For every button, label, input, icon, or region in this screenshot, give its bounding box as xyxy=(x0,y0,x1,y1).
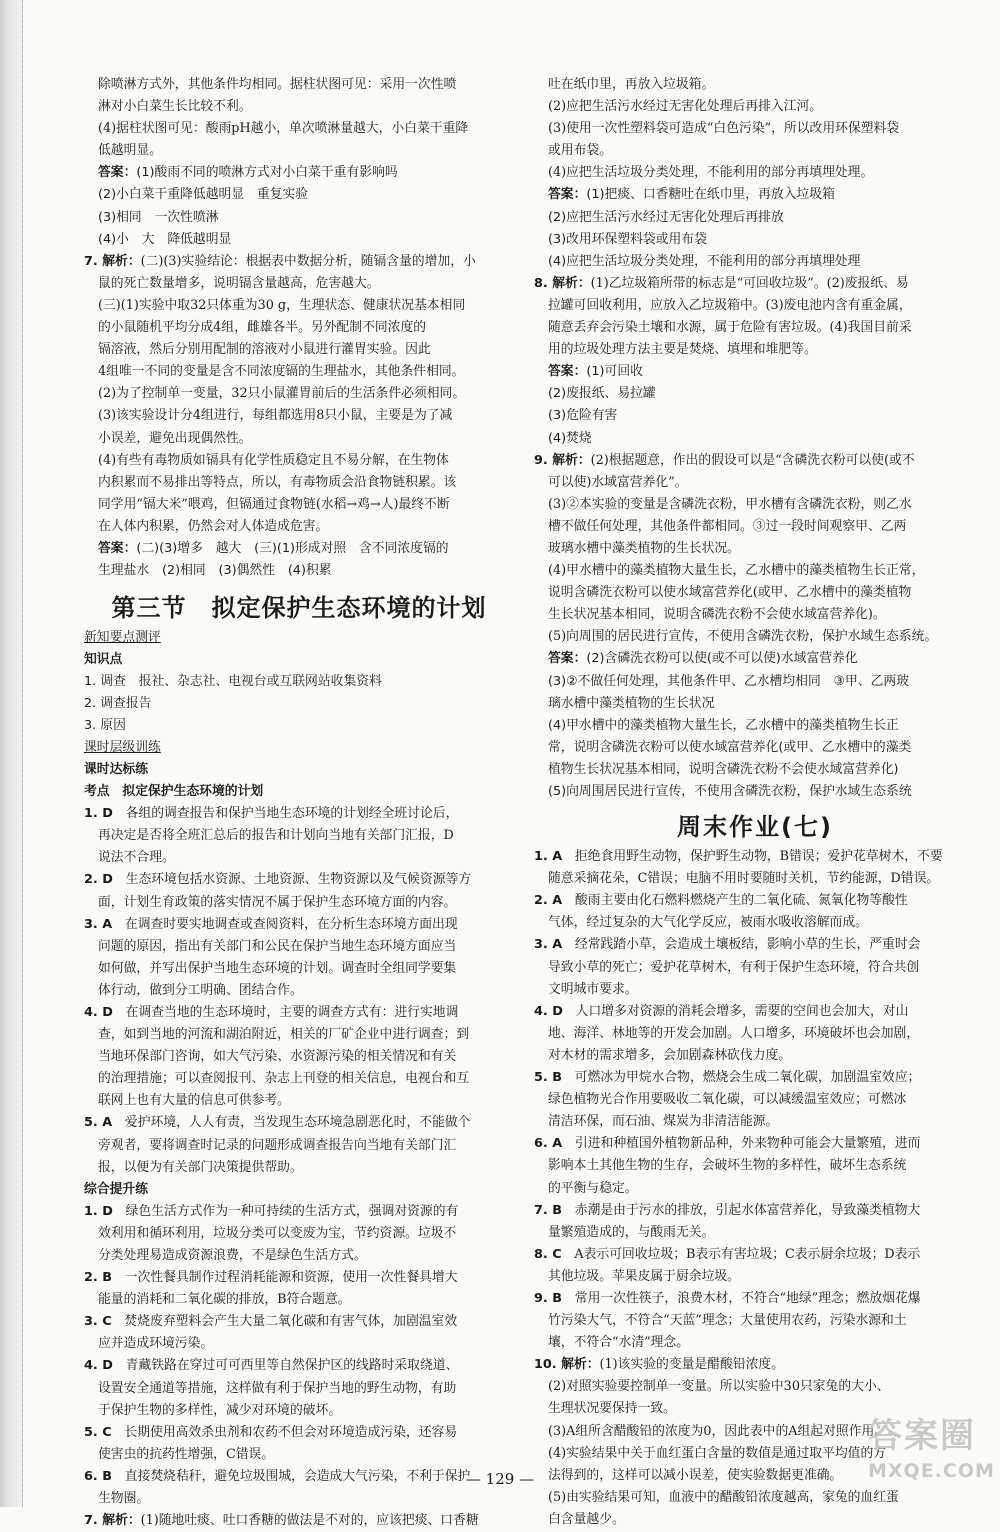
text-line xyxy=(84,803,514,825)
line-label: 4. D xyxy=(534,1003,563,1019)
text-line xyxy=(84,825,514,847)
text-line xyxy=(84,516,514,538)
line-text: (1)随地吐痰、吐口香糖的做法是不对的，应该把痰、口香糖 xyxy=(140,1513,479,1529)
line-text: 设置安全通道等措施，这样做有利于保护当地的野生动物，有助 xyxy=(98,1380,457,1396)
line-text: (二)(3)实验结论：根据表中数据分析，随镉含量的增加，小 xyxy=(140,253,476,269)
line-label: 答案： xyxy=(548,187,587,203)
line-text: 应并造成环境污染。 xyxy=(98,1336,214,1352)
line-label: 5. C xyxy=(84,1424,112,1440)
text-line xyxy=(84,472,514,494)
line-text: 拉罐可回收利用，应放入乙垃圾箱中。(3)废电池内含有重金属， xyxy=(548,297,912,313)
line-text: (1)酸雨不同的喷淋方式对小白菜干重有影响吗 xyxy=(136,165,398,181)
text-line xyxy=(534,494,976,516)
text-line xyxy=(84,405,514,427)
line-text: (3)相同 一次性喷淋 xyxy=(98,209,219,225)
line-text: 除喷淋方式外，其他条件均相同。据柱状图可见：采用一次性喷 xyxy=(98,77,457,92)
text-line xyxy=(534,560,976,582)
line-text: 能量的消耗和二氧化碳的排放，B符合题意。 xyxy=(98,1292,351,1308)
line-text: (3)危险有害 xyxy=(548,408,618,424)
text-line xyxy=(534,1376,976,1398)
text-line xyxy=(534,1155,976,1177)
line-label: 3. C xyxy=(84,1314,112,1330)
line-text: (3)②本实验的变量是含磷洗衣粉，甲水槽有含磷洗衣粉，则乙水 xyxy=(548,496,912,512)
text-line xyxy=(84,1422,514,1444)
text-line xyxy=(84,1002,514,1024)
text-line xyxy=(84,892,514,914)
line-text: 焚烧废弃塑料会产生大量二氧化碳和有害气体，加剧温室效 xyxy=(111,1314,458,1330)
answer-line xyxy=(84,207,514,229)
line-label: 4. D xyxy=(84,1005,113,1020)
text-line xyxy=(534,957,976,979)
line-text: 槽不做任何处理，其他条件都相同。③过一段时间观察甲、乙两 xyxy=(548,518,907,534)
answer-line xyxy=(534,383,976,405)
line-text: 生长状况基本相同，说明含磷洗衣粉不会使水域富营养化)。 xyxy=(548,607,886,623)
line-text: 各组的调查报告和保护当地生态环境的计划经全班讨论后， xyxy=(112,806,459,822)
line-label: 3. A xyxy=(84,916,113,932)
text-line xyxy=(534,912,976,934)
line-text: 生态环境包括水资源、土地资源、生物资源以及气候资源等方 xyxy=(112,872,472,888)
answer-line xyxy=(534,693,976,715)
answer-line xyxy=(534,361,976,383)
text-line xyxy=(84,361,514,383)
line-label: 答案： xyxy=(548,651,587,667)
text-line xyxy=(534,538,976,560)
text-line xyxy=(84,1024,514,1046)
line-text: (三)(1)实验中取32只体重为30 g，生理状态、健康状况基本相同 xyxy=(98,297,466,313)
text-line xyxy=(84,1311,514,1333)
line-label: 10. 解析： xyxy=(534,1357,600,1373)
text-line xyxy=(84,980,514,1002)
line-label: 5. B xyxy=(534,1070,562,1086)
line-text: 旁观者，要将调查时记录的问题形成调查报告向当地有关部门汇 xyxy=(98,1137,457,1153)
line-text: 竹污染大气，不符合“天蓝”理念；大量使用农药，污染水源和土 xyxy=(548,1313,907,1329)
text-line xyxy=(534,273,976,295)
line-text: 4组唯一不同的变量是含不同浓度镉的生理盐水，其他条件相同。 xyxy=(98,364,465,380)
line-text: 量繁殖造成的，与酸雨无关。 xyxy=(548,1224,715,1240)
line-label: 1. D xyxy=(84,1203,113,1219)
answer-line xyxy=(534,251,976,273)
text-line xyxy=(534,295,976,317)
text-line xyxy=(84,1245,514,1267)
line-text: 拒绝食用野生动物，保护野生动物，B错误；爱护花草树木，不要 xyxy=(562,849,943,865)
watermark-logo xyxy=(868,1414,995,1498)
knowledge-item: 3. 原因 xyxy=(84,718,126,734)
line-text: 导致小草的死亡；爱护花草树木，有利于保护生态环境，符合共创 xyxy=(548,959,920,975)
text-line xyxy=(534,317,976,339)
line-text: 随意丢弃会污染土壤和水源，属于危险有害垃圾。(4)我国目前采 xyxy=(548,320,912,336)
line-text: 赤潮是由于污水的排放，引起水体富营养化，导致藻类植物大 xyxy=(561,1202,921,1218)
line-text: (2)小白菜干重降低越明显 重复实验 xyxy=(98,187,309,203)
text-line xyxy=(84,1112,514,1134)
line-text: (2)为了控制单一变量，32只小鼠灌胃前后的生活条件必须相同。 xyxy=(98,386,466,402)
text-line xyxy=(534,516,976,538)
text-line xyxy=(534,162,976,184)
text-line xyxy=(534,1045,976,1067)
section-label: 课时层级训练 xyxy=(84,740,161,756)
line-text: 常用一次性筷子，浪费木材，不符合“地绿”理念；燃放烟花爆 xyxy=(561,1290,921,1306)
text-line xyxy=(534,979,976,1001)
answer-line xyxy=(534,737,976,759)
text-line xyxy=(84,118,514,140)
answer-line xyxy=(534,229,976,251)
text-line xyxy=(84,958,514,980)
line-text: 说法不合理。 xyxy=(98,850,175,866)
text-line xyxy=(534,339,976,361)
line-text: (2)对照实验要控制单一变量。所以实验中30只家兔的大小、 xyxy=(548,1379,890,1395)
text-line xyxy=(534,74,976,96)
text-line xyxy=(534,118,976,140)
text-line xyxy=(84,1068,514,1090)
line-text: 分类处理易造成资源浪费，不是绿色生活方式。 xyxy=(98,1247,367,1263)
line-label: 6. B xyxy=(84,1468,112,1484)
line-text: (5)向周围的居民进行宣传，不使用含磷洗衣粉，保护水域生态系统。 xyxy=(548,629,938,645)
line-text: 生理盐水 (2)相同 (3)偶然性 (4)积累 xyxy=(98,563,332,579)
line-text: (1)乙垃圾箱所带的标志是“可回收垃圾”。(2)废报纸、易 xyxy=(590,275,909,291)
line-text: 经常践踏小草，会造成土壤板结，影响小草的生长，严重时会 xyxy=(562,937,921,953)
line-text: 法得到的，这样可以减小误差，使实验数据更准确。 xyxy=(548,1467,843,1483)
weekend-homework-title: 周末作业(七) xyxy=(677,813,833,842)
line-text: 绿色植物光合作用要吸收二氧化碳，可以减缓温室效应；可燃冰 xyxy=(548,1092,907,1108)
line-text: 地、海洋、林地等的开发会加剧。人口增多，环境破坏也会加剧， xyxy=(548,1025,920,1041)
line-text: 内积累而不易排出等特点，所以，有毒物质会沿食物链积累。该 xyxy=(98,474,457,490)
text-line xyxy=(534,1133,976,1155)
text-line xyxy=(84,1444,514,1466)
line-text: (4)甲水槽中的藻类植物大量生长，乙水槽中的藻类植物生长正常， xyxy=(548,563,925,579)
line-text: 小误差，避免出现偶然性。 xyxy=(98,430,252,446)
text-line xyxy=(534,140,976,162)
line-text: 联网上也有大量的信息可供参考。 xyxy=(98,1093,290,1109)
text-line xyxy=(534,1354,976,1376)
text-line xyxy=(84,96,514,118)
page-number: — 129 — xyxy=(465,1470,535,1488)
answer-line xyxy=(84,538,514,560)
text-line xyxy=(84,74,514,96)
line-label: 1. A xyxy=(534,849,563,865)
line-text: (2)根据题意，作出的假设可以是“含磷洗衣粉可以使(或不 xyxy=(590,452,915,468)
answer-line xyxy=(534,207,976,229)
line-text: 长期使用高效杀虫剂和农药不但会对环境造成污染，还容易 xyxy=(111,1424,458,1440)
text-line xyxy=(534,1067,976,1089)
line-text: (3)改用环保塑料袋或用布袋 xyxy=(548,231,707,247)
binding-edge xyxy=(0,0,23,1507)
line-text: 再决定是否将全班汇总后的报告和计划向当地有关部门汇报，D xyxy=(98,828,454,844)
text-line xyxy=(534,96,976,118)
line-text: 生物圈。 xyxy=(98,1490,150,1506)
line-text: 的治理措施；可以查阅报刊、杂志上刊登的相关信息，电视台和互 xyxy=(98,1071,470,1087)
text-line xyxy=(84,273,514,295)
line-text: 随意采摘花朵，C错误；电脑不用时要随时关机，节约能源，D错误。 xyxy=(548,871,940,887)
text-line xyxy=(84,1333,514,1355)
line-text: 的小鼠随机平均分成4组，雌雄各半。另外配制不同浓度的 xyxy=(98,320,427,336)
line-text: (2)应把生活污水经过无害化处理后再排入江河。 xyxy=(548,99,823,115)
line-text: 人口增多对资源的消耗会增多，需要的空间也会加大，对山 xyxy=(562,1003,909,1019)
answer-line xyxy=(534,671,976,693)
line-text: 在人体内积累，仍然会对人体造成危害。 xyxy=(98,518,329,534)
text-line xyxy=(534,1332,976,1354)
line-text: 影响本土其他生物的生存，会破坏生物的多样性，破坏生态系统 xyxy=(548,1158,907,1174)
line-text: 玻璃水槽中藻类植物的生长状况。 xyxy=(548,540,740,556)
text-line xyxy=(534,1288,976,1310)
text-line xyxy=(534,582,976,604)
text-line xyxy=(84,317,514,339)
text-line xyxy=(534,1266,976,1288)
answer-line xyxy=(84,560,514,582)
line-text: 吐在纸巾里，再放入垃圾箱。 xyxy=(548,77,715,92)
line-text: (1)把痰、口香糖吐在纸巾里，再放入垃圾箱 xyxy=(586,187,835,203)
subheading: 考点 拟定保护生态环境的计划 xyxy=(84,784,264,800)
line-text: 当地环保部门咨询，如大气污染、水资源污染的相关情况和有关 xyxy=(98,1049,457,1065)
left-column xyxy=(84,74,514,1532)
section-title: 第三节 拟定保护生态环境的计划 xyxy=(111,594,487,623)
line-text: 于保护生物的多样性，减少对环境的破坏。 xyxy=(98,1402,342,1418)
line-label: 答案： xyxy=(98,165,137,181)
line-label: 2. B xyxy=(84,1270,112,1286)
line-text: (3)A组所含醋酸铅的浓度为0，因此表中的A组起对照作用。 xyxy=(548,1423,888,1439)
line-text: (5)由实验结果可知，血液中的醋酸铅浓度越高，家兔的血红蛋 xyxy=(548,1489,899,1505)
text-line xyxy=(84,450,514,472)
answer-line xyxy=(534,184,976,206)
text-line xyxy=(84,1201,514,1223)
text-line xyxy=(84,847,514,869)
text-line xyxy=(534,626,976,648)
line-label: 2. D xyxy=(84,872,113,888)
line-label: 7. 解析： xyxy=(84,1513,141,1529)
answer-line xyxy=(534,715,976,737)
knowledge-item: 2. 调查报告 xyxy=(84,696,152,712)
watermark-text: 答案圈 xyxy=(868,1416,976,1456)
line-text: 一次性餐具制作过程消耗能源和资源，使用一次性餐具增大 xyxy=(111,1270,458,1286)
text-line xyxy=(84,251,514,273)
section-label: 新知要点测评 xyxy=(84,630,161,646)
text-line xyxy=(534,1178,976,1200)
text-line xyxy=(84,869,514,891)
line-text: (1)该实验的变量是醋酸铅浓度。 xyxy=(599,1357,785,1373)
line-label: 答案： xyxy=(548,364,587,380)
text-line xyxy=(534,1001,976,1023)
text-line xyxy=(534,1111,976,1133)
line-text: 使害虫的抗药性增强，C错误。 xyxy=(98,1446,275,1462)
line-text: A表示可回收垃圾；B表示有害垃圾；C表示厨余垃圾；D表示 xyxy=(561,1246,921,1262)
line-label: 1. D xyxy=(84,806,113,822)
line-text: 爱护环境，人人有责，当发现生态环境急剧恶化时，不能做个 xyxy=(112,1115,471,1131)
answer-line xyxy=(534,405,976,427)
line-text: 植物生长状况基本相同，说明含磷洗衣粉不会使水域富营养化) xyxy=(548,761,899,777)
line-text: (2)应把生活污水经过无害化处理后再排放 xyxy=(548,209,784,225)
text-line xyxy=(534,1200,976,1222)
line-text: 对木材的需求增多，会加剧森林砍伐力度。 xyxy=(548,1047,792,1063)
line-text: (二)(3)增多 越大 (三)(1)形成对照 含不同浓度镉的 xyxy=(136,540,449,556)
answer-line xyxy=(84,184,514,206)
line-text: 白含量越少。 xyxy=(548,1511,625,1527)
line-text: 说明含磷洗衣粉可以使水域富营养化(或甲、乙水槽中的藻类植物 xyxy=(548,585,912,601)
text-line xyxy=(84,1355,514,1377)
right-column xyxy=(534,74,976,1531)
text-line xyxy=(84,936,514,958)
line-text: (1)可回收 xyxy=(586,364,643,380)
line-text: 其他垃圾。苹果皮属于厨余垃圾。 xyxy=(548,1268,740,1284)
subheading: 课时达标练 xyxy=(84,762,148,778)
line-text: 常，说明含磷洗衣粉可以使水域富营养化(或甲、乙水槽中的藻类 xyxy=(548,739,912,755)
answer-line xyxy=(84,229,514,251)
text-line xyxy=(84,914,514,936)
answer-line xyxy=(534,759,976,781)
line-text: (4)甲水槽中的藻类植物大量生长，乙水槽中的藻类植物生长正 xyxy=(548,717,899,733)
watermark-url: MXQE.COM xyxy=(868,1460,995,1482)
line-text: (3)②不做任何处理，其他条件甲、乙水槽均相同 ③甲、乙两玻 xyxy=(548,673,909,689)
line-text: 淋对小白菜生长比较不利。 xyxy=(98,99,252,115)
text-line xyxy=(534,1310,976,1332)
text-line xyxy=(84,339,514,361)
line-label: 5. A xyxy=(84,1115,113,1131)
line-text: 绿色生活方式作为一种可持续的生活方式，强调对资源的有 xyxy=(112,1203,459,1219)
line-text: 直接焚烧秸秆，避免垃圾围城，会造成大气污染，不利于保护 xyxy=(111,1468,471,1484)
line-label: 答案： xyxy=(98,540,137,556)
line-text: 或用布袋。 xyxy=(548,143,612,159)
line-text: 效利用和循环利用，垃圾分类可以变废为宝，节约资源。垃圾不 xyxy=(98,1225,457,1241)
line-text: (4)应把生活垃圾分类处理，不能利用的部分再填埋处理。 xyxy=(548,165,874,181)
line-text: 气体，经过复杂的大气化学反应，被雨水吸收溶解而成。 xyxy=(548,915,868,931)
text-line xyxy=(84,1378,514,1400)
line-text: (3)使用一次性塑料袋可造成“白色污染”，所以改用环保塑料袋 xyxy=(548,121,900,137)
text-line xyxy=(84,1289,514,1311)
line-text: 面，计划生育政策的落实情况不属于保护生态环境方面的内容。 xyxy=(98,894,457,910)
line-label: 7. B xyxy=(534,1202,562,1218)
line-label: 8. C xyxy=(534,1246,562,1262)
line-text: 青藏铁路在穿过可可西里等自然保护区的线路时采取绕道、 xyxy=(112,1358,459,1374)
text-line xyxy=(534,1222,976,1244)
line-text: 查，如到当地的河流和湖泊附近，相关的厂矿企业中进行调查；到 xyxy=(98,1027,470,1043)
line-text: 文明城市要求。 xyxy=(548,981,638,997)
line-text: (2)废报纸、易拉罐 xyxy=(548,386,656,402)
line-label: 3. A xyxy=(534,937,563,953)
text-line xyxy=(534,1509,976,1531)
text-line xyxy=(534,450,976,472)
text-line xyxy=(534,1244,976,1266)
line-text: 体行动，做到分工明确、团结合作。 xyxy=(98,982,303,998)
line-text: 可以使)水域富营养化”。 xyxy=(548,474,688,490)
text-line xyxy=(84,1135,514,1157)
line-text: 酸雨主要由化石燃料燃烧产生的二氧化硫、氮氧化物等酸性 xyxy=(562,893,908,909)
text-line xyxy=(534,868,976,890)
line-text: 在调查当地的生态环境时，主要的调查方式有：进行实地调 xyxy=(112,1005,459,1020)
line-text: 鼠的死亡数量增多，说明镉含量越高，危害越大。 xyxy=(98,275,380,291)
line-text: (4)实验结果中关于血红蛋白含量的数值是通过取平均值的方 xyxy=(548,1445,887,1461)
line-label: 4. D xyxy=(84,1358,113,1374)
text-line xyxy=(84,1046,514,1068)
text-line xyxy=(534,1023,976,1045)
line-label: 8. 解析： xyxy=(534,275,591,291)
line-text: (2)含磷洗衣粉可以使(或不可以使)水域富营养化 xyxy=(586,651,858,667)
line-text: 壤，不符合“水清”理念。 xyxy=(548,1335,690,1351)
text-line xyxy=(84,494,514,516)
text-line xyxy=(84,1510,514,1532)
text-line xyxy=(534,846,976,868)
line-text: 生理状况要保持一致。 xyxy=(548,1401,676,1417)
text-line xyxy=(534,604,976,626)
answer-line xyxy=(84,162,514,184)
answer-line xyxy=(534,648,976,670)
text-line xyxy=(534,472,976,494)
line-label: 2. A xyxy=(534,893,563,909)
line-label: 7. 解析： xyxy=(84,253,141,269)
line-text: (5)向周围居民进行宣传，不使用含磷洗衣粉，保护水域生态系统 xyxy=(548,784,912,799)
line-text: 在调查时要实地调查或查阅资料，在分析生态环境方面出现 xyxy=(112,916,458,932)
line-text: 同学用“镉大米”喂鸡，但镉通过食物链(水稻→鸡→人)最终不断 xyxy=(98,496,450,512)
line-text: 可燃冰为甲烷水合物，燃烧会生成二氧化碳，加剧温室效应； xyxy=(561,1070,921,1086)
line-text: 报，以便为有关部门决策提供帮助。 xyxy=(98,1159,303,1175)
text-line xyxy=(84,1090,514,1112)
line-text: 璃水槽中藻类植物的生长状况 xyxy=(548,695,715,711)
answer-line xyxy=(534,781,976,803)
line-text: 清洁环保，而石油、煤炭为非清洁能源。 xyxy=(548,1114,779,1130)
line-text: 问题的原因，指出有关部门和公民在保护当地生态环境方面应当 xyxy=(98,938,457,954)
line-label: 6. A xyxy=(534,1136,563,1152)
subheading: 知识点 xyxy=(84,652,123,668)
text-line xyxy=(534,1089,976,1111)
text-line xyxy=(84,383,514,405)
line-text: 如何做，并写出保护当地生态环境的计划。调查时全组同学要集 xyxy=(98,960,457,976)
line-label: 9. 解析： xyxy=(534,452,591,468)
subheading: 综合提升练 xyxy=(84,1181,148,1197)
line-text: 低越明显。 xyxy=(98,143,162,159)
line-text: (4)有些有毒物质如镉具有化学性质稳定且不易分解，在生物体 xyxy=(98,452,449,468)
line-text: (3)该实验设计分4组进行，每组都选用8只小鼠，主要是为了减 xyxy=(98,408,453,424)
line-text: (4)焚烧 xyxy=(548,430,592,446)
line-label: 9. B xyxy=(534,1290,562,1306)
text-line xyxy=(534,890,976,912)
line-text: 镉溶液，然后分别用配制的溶液对小鼠进行灌胃实验。因此 xyxy=(98,342,431,358)
line-text: (4)据柱状图可见：酸雨pH越小，单次喷淋量越大，小白菜干重降 xyxy=(98,121,469,137)
knowledge-item: 1. 调查 报社、杂志社、电视台或互联网站收集资料 xyxy=(84,674,382,690)
line-text: 的平衡与稳定。 xyxy=(548,1180,638,1196)
text-line xyxy=(534,934,976,956)
line-text: 引进和种植国外植物新品种，外来物种可能会大量繁殖，进而 xyxy=(562,1136,921,1152)
answer-line xyxy=(534,428,976,450)
text-line xyxy=(84,1400,514,1422)
line-text: 用的垃圾处理方法主要是焚烧、填埋和堆肥等。 xyxy=(548,342,817,358)
text-line xyxy=(84,1223,514,1245)
line-text: (4)小 大 降低越明显 xyxy=(98,231,232,247)
text-line xyxy=(84,1267,514,1289)
text-line xyxy=(84,1157,514,1179)
text-line xyxy=(84,428,514,450)
text-line xyxy=(84,140,514,162)
line-text: (4)应把生活垃圾分类处理，不能利用的部分再填埋处理 xyxy=(548,253,861,269)
text-line xyxy=(84,295,514,317)
